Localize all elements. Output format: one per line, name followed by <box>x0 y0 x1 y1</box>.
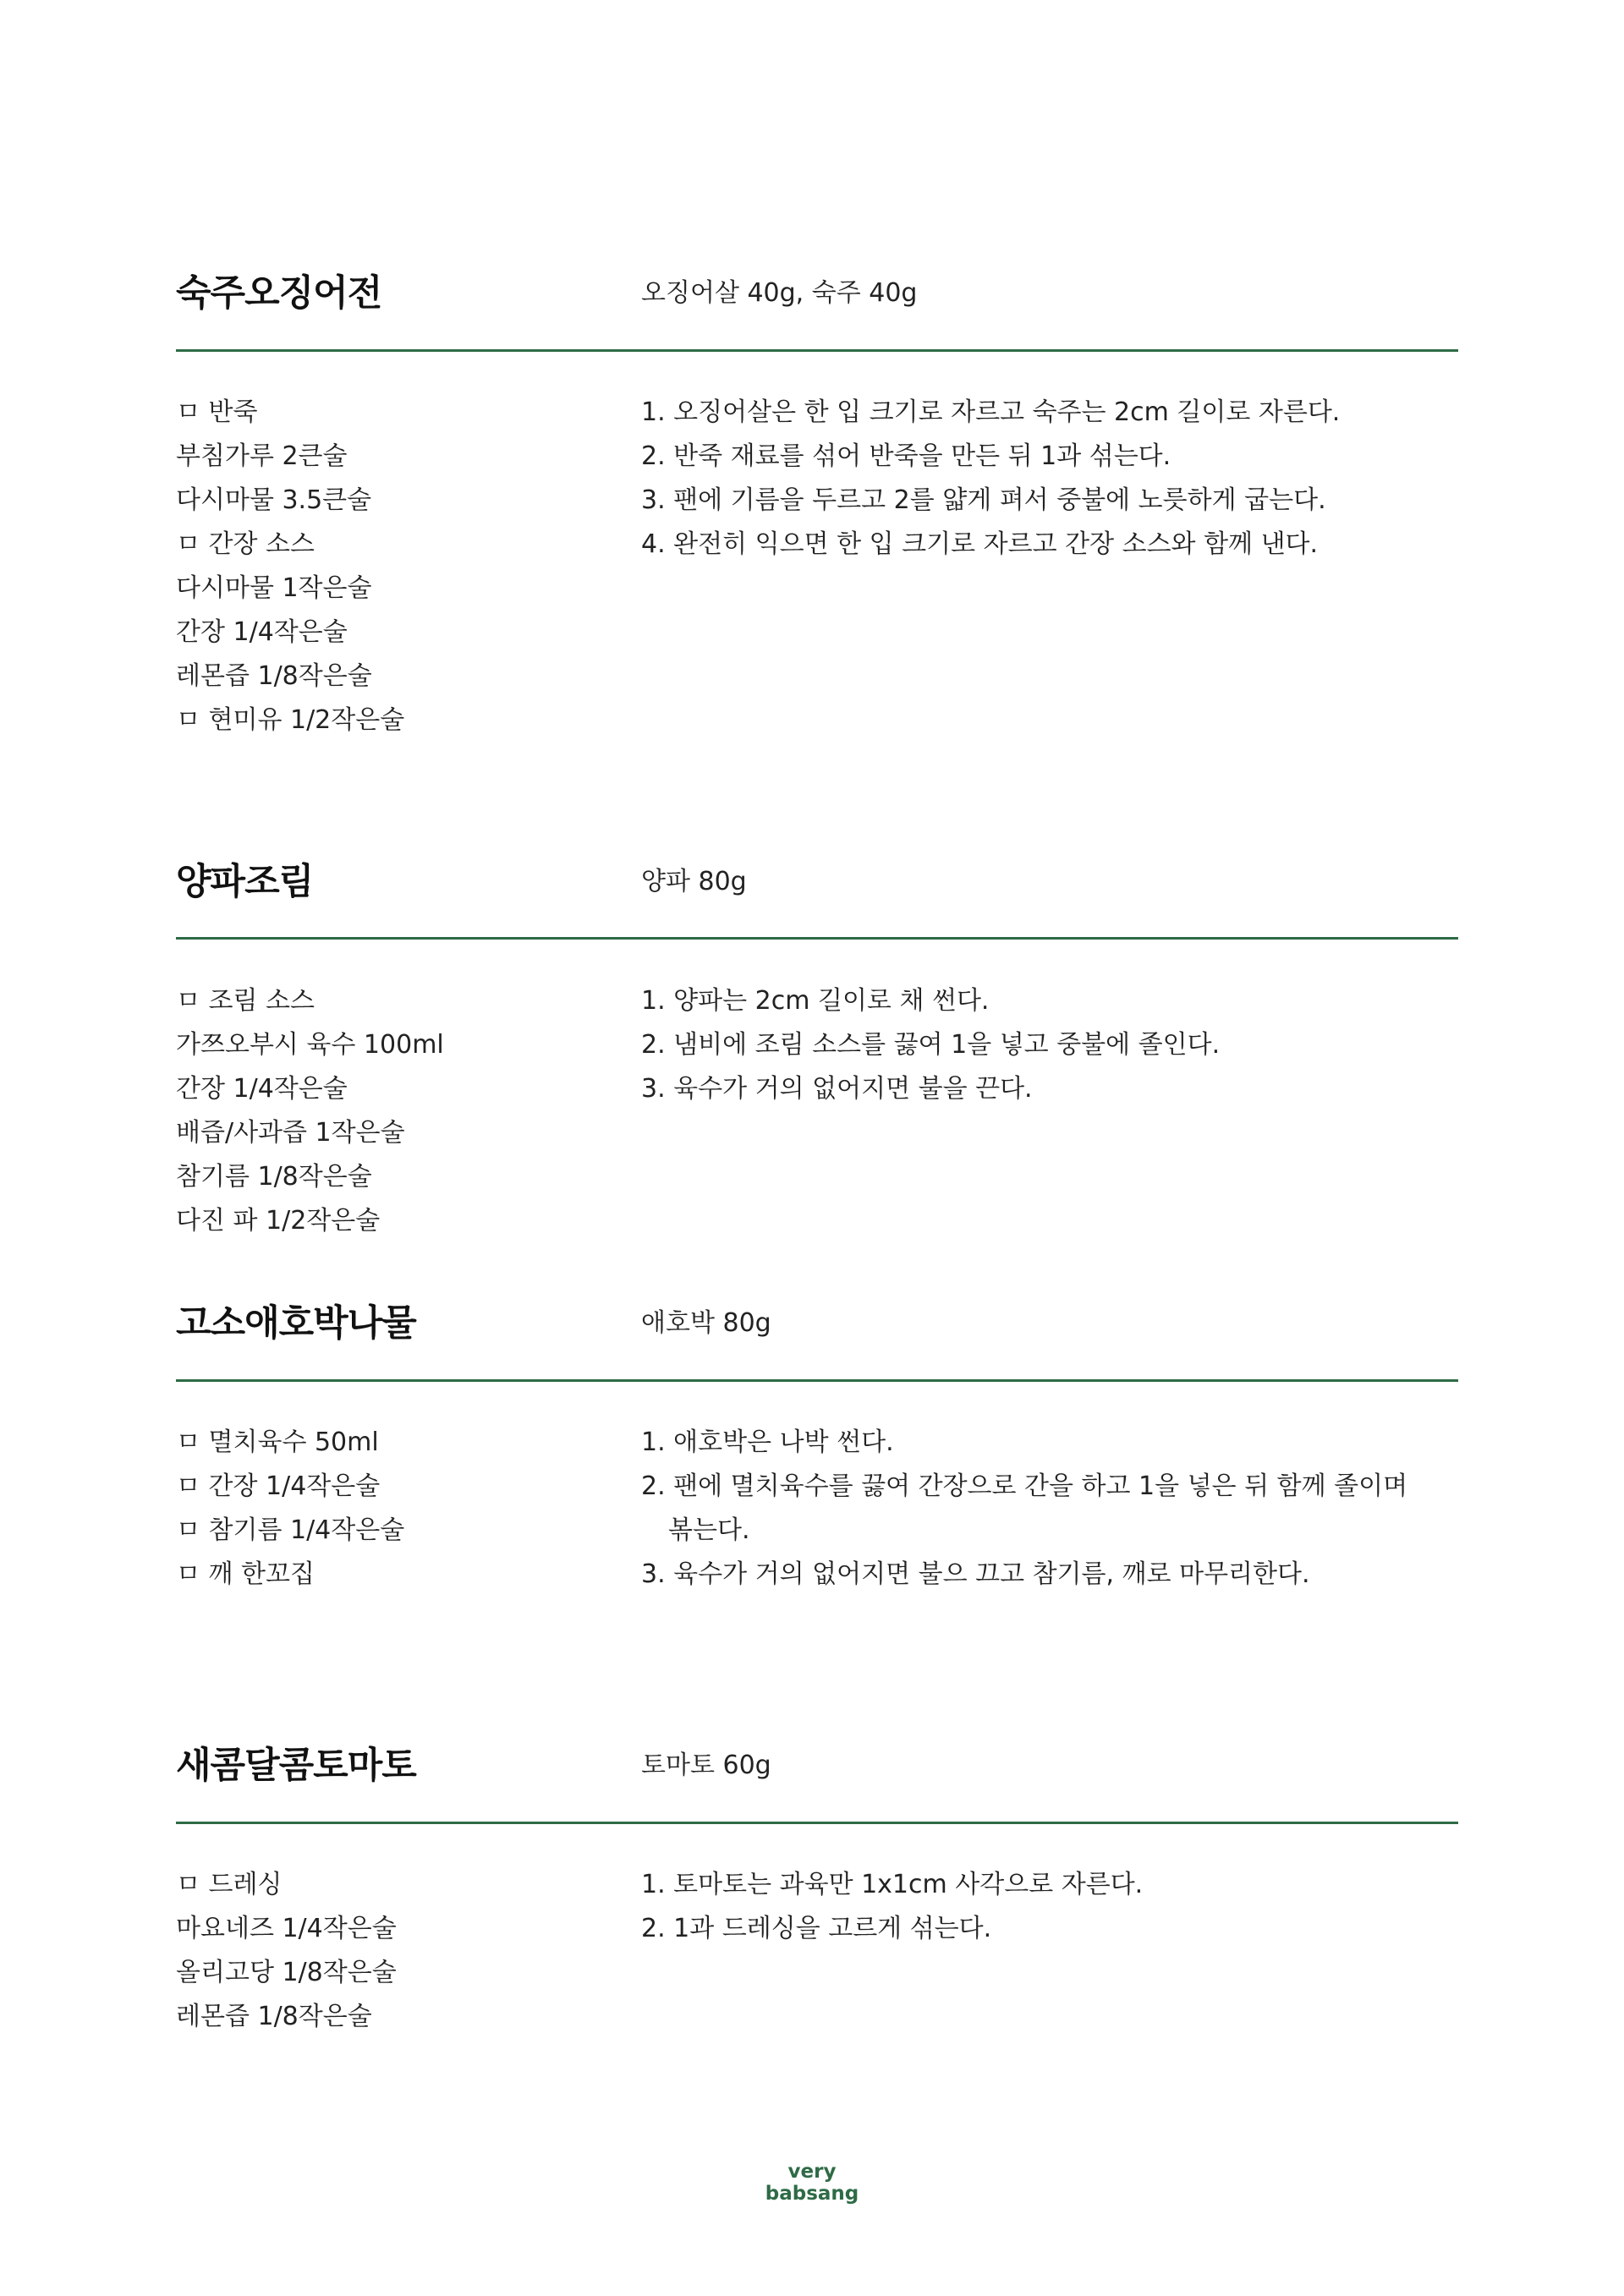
ingredient-item: ㅁ 참기름 1/4작은술 <box>176 1515 405 1545</box>
ingredient-list <box>176 1421 616 1597</box>
ingredient-item: 가쯔오부시 육수 100ml <box>176 1030 444 1060</box>
ingredient-item: 올리고당 1/8작은술 <box>176 1958 397 1987</box>
ingredient-item: 간장 1/4작은술 <box>176 617 348 647</box>
recipe-header <box>176 1736 1458 1795</box>
ingredient-item: 다시마물 1작은술 <box>176 573 372 603</box>
step-item: 4. 완전히 익으면 한 입 크기로 자르고 간장 소스와 함께 낸다. <box>641 529 1319 559</box>
step-item: 2. 1과 드레싱을 고르게 섞는다. <box>641 1914 992 1943</box>
ingredient-item: 다시마물 3.5큰술 <box>176 485 372 515</box>
step-item: 3. 육수가 거의 없어지면 불을 끈다. <box>641 1074 1033 1104</box>
ingredient-item: 배즙/사과즙 1작은술 <box>176 1118 405 1148</box>
divider-line <box>176 1822 1458 1824</box>
recipe-title: 새콤달콤토마토 <box>176 1745 416 1787</box>
main-ingredients: 토마토 60g <box>641 1751 771 1780</box>
step-item: 2. 팬에 멸치육수를 끓여 간장으로 간을 하고 1을 넣은 뒤 함께 졸이며 볶는다. <box>641 1471 1408 1545</box>
recipe-header <box>176 264 1458 323</box>
divider-line <box>176 1379 1458 1382</box>
ingredient-item: ㅁ 멸치육수 50ml <box>176 1427 379 1457</box>
ingredient-item: ㅁ 깨 한꼬집 <box>176 1559 315 1589</box>
ingredient-item: 다진 파 1/2작은술 <box>176 1206 381 1236</box>
step-item: 1. 토마토는 과육만 1x1cm 사각으로 자른다. <box>641 1870 1144 1899</box>
step-item: 1. 양파는 2cm 길이로 채 썬다. <box>641 986 990 1016</box>
step-item: 1. 오징어살은 한 입 크기로 자르고 숙주는 2cm 길이로 자른다. <box>641 397 1341 427</box>
ingredient-item: 간장 1/4작은술 <box>176 1074 348 1104</box>
step-item: 3. 팬에 기름을 두르고 2를 얇게 펴서 중불에 노릇하게 굽는다. <box>641 485 1326 515</box>
step-item: 2. 반죽 재료를 섞어 반죽을 만든 뒤 1과 섞는다. <box>641 441 1171 471</box>
logo-line-babsang: babsang <box>765 2183 859 2205</box>
ingredient-item: 부침가루 2큰술 <box>176 441 348 471</box>
ingredient-item: 참기름 1/8작은술 <box>176 1162 372 1192</box>
step-list <box>641 1421 1436 1597</box>
ingredient-item: ㅁ 간장 1/4작은술 <box>176 1471 381 1501</box>
recipe-title: 고소애호박나물 <box>176 1302 416 1345</box>
recipe-title: 양파조림 <box>176 861 314 903</box>
ingredient-item: ㅁ 간장 소스 <box>176 529 315 559</box>
brand-logo <box>0 2161 1624 2205</box>
ingredient-item: ㅁ 드레싱 <box>176 1870 283 1899</box>
logo-line-very: very <box>787 2161 837 2183</box>
divider-line <box>176 937 1458 940</box>
recipe-card <box>176 852 1458 1236</box>
step-list <box>641 979 1436 1111</box>
main-ingredients: 오징어살 40g, 숙주 40g <box>641 278 918 308</box>
step-item: 3. 육수가 거의 없어지면 불으 끄고 참기름, 깨로 마무리한다. <box>641 1559 1310 1589</box>
ingredient-list <box>176 979 616 1243</box>
ingredient-item: ㅁ 조림 소스 <box>176 986 315 1016</box>
recipe-title: 숙주오징어전 <box>176 272 382 315</box>
step-item: 1. 애호박은 나박 썬다. <box>641 1427 894 1457</box>
ingredient-item: 레몬즙 1/8작은술 <box>176 661 372 691</box>
main-ingredients: 양파 80g <box>641 867 747 896</box>
recipe-card <box>176 1294 1458 1589</box>
recipe-header <box>176 852 1458 912</box>
ingredient-item: ㅁ 반죽 <box>176 397 258 427</box>
divider-line <box>176 349 1458 352</box>
step-list <box>641 1863 1436 1951</box>
step-item: 2. 냄비에 조림 소스를 끓여 1을 넣고 중불에 졸인다. <box>641 1030 1221 1060</box>
ingredient-item: 마요네즈 1/4작은술 <box>176 1914 397 1943</box>
ingredient-item: 레몬즙 1/8작은술 <box>176 2002 372 2031</box>
main-ingredients: 애호박 80g <box>641 1308 771 1338</box>
ingredient-item: ㅁ 현미유 1/2작은술 <box>176 705 405 735</box>
recipe-card <box>176 1736 1458 2031</box>
recipe-card <box>176 264 1458 735</box>
ingredient-list <box>176 1863 616 2039</box>
step-list <box>641 391 1436 567</box>
recipe-header <box>176 1294 1458 1353</box>
ingredient-list <box>176 391 616 743</box>
